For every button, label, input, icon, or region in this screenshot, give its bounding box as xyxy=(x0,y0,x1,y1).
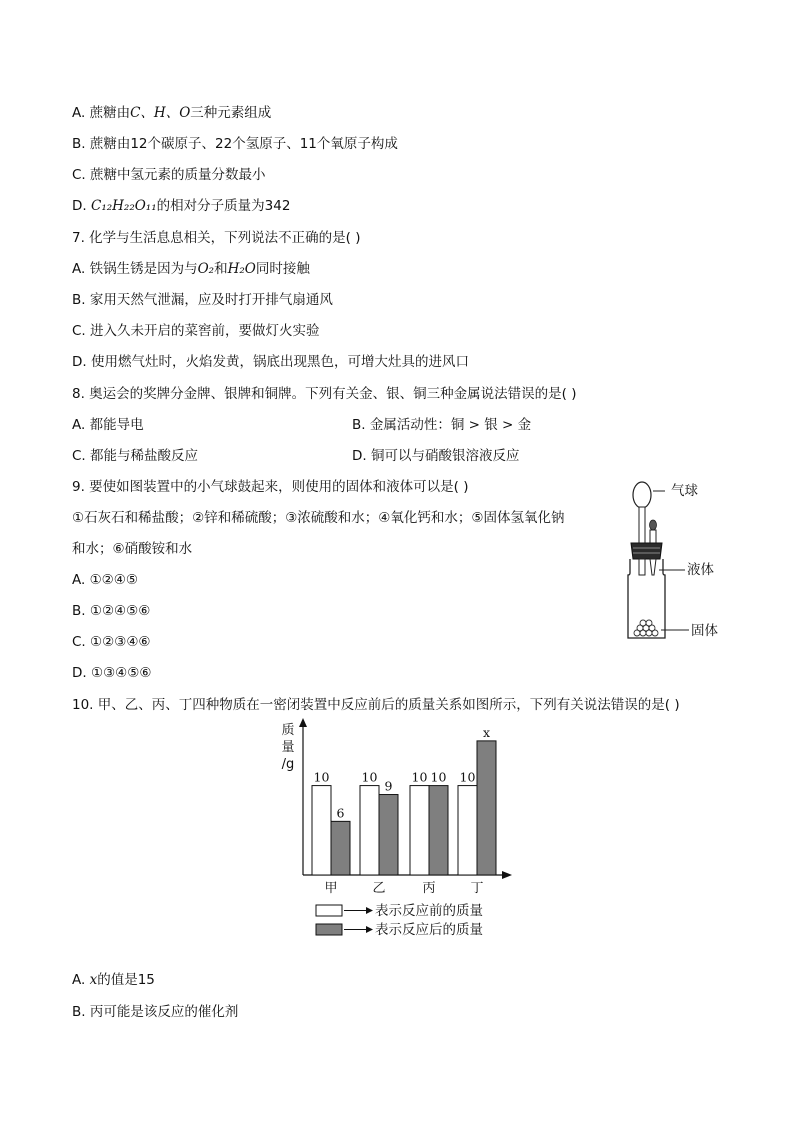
q8-stem: 8. 奥运会的奖牌分金牌、银牌和铜牌。下列有关金、银、铜三种金属说法错误的是( ) xyxy=(72,386,577,402)
bar-before-2 xyxy=(360,786,379,875)
q8-option-b: B. 金属活动性：铜 > 银 > 金 xyxy=(352,417,532,433)
q6-option-d: D. C₁₂H₂₂O₁₁的相对分子质量为342 xyxy=(72,198,291,214)
q10-bar-chart xyxy=(270,715,530,945)
legend-label-before: 表示反应前的质量 xyxy=(375,903,483,919)
q6-option-b: B. 蔗糖由12个碳原子、22个氢原子、11个氧原子构成 xyxy=(72,136,398,152)
q10-option-b: B. 丙可能是该反应的催化剂 xyxy=(72,1004,239,1020)
q9-option-d: D. ①③④⑤⑥ xyxy=(72,665,152,681)
data-label-before-1: 10 xyxy=(313,769,330,785)
label-liquid: 液体 xyxy=(687,562,714,578)
data-label-after-3: 10 xyxy=(430,769,447,785)
q9-items-line2: 和水；⑥硝酸铵和水 xyxy=(72,541,193,557)
label-solid: 固体 xyxy=(691,623,718,639)
data-label-before-3: 10 xyxy=(411,769,428,785)
q7-option-a: A. 铁锅生锈是因为与O₂和H₂O同时接触 xyxy=(72,261,310,277)
bar-after-2 xyxy=(379,795,398,875)
y-axis-arrow xyxy=(299,718,307,727)
q6-option-c: C. 蔗糖中氢元素的质量分数最小 xyxy=(72,167,266,183)
q8-option-d: D. 铜可以与硝酸银溶液反应 xyxy=(352,448,520,464)
category-label-3: 丙 xyxy=(422,881,436,896)
category-label-4: 丁 xyxy=(470,881,484,896)
bar-after-1 xyxy=(331,821,350,875)
bar-after-4 xyxy=(477,741,496,875)
bar-before-4 xyxy=(458,786,477,875)
x-axis-arrow xyxy=(502,871,512,879)
bar-before-3 xyxy=(410,786,429,875)
q9-stem: 9. 要使如图装置中的小气球鼓起来，则使用的固体和液体可以是( ) xyxy=(72,479,469,495)
q7-option-c: C. 进入久未开启的菜窖前，要做灯火实验 xyxy=(72,323,320,339)
q8-option-c: C. 都能与稀盐酸反应 xyxy=(72,448,199,464)
data-label-after-1: 6 xyxy=(336,805,345,821)
category-label-1: 甲 xyxy=(324,881,338,896)
q9-apparatus-figure xyxy=(615,475,735,645)
legend-label-after: 表示反应后的质量 xyxy=(375,922,483,938)
legend-swatch-after xyxy=(316,924,342,935)
q6-option-a: A. 蔗糖由C、H、O三种元素组成 xyxy=(72,105,272,121)
q7-option-b: B. 家用天然气泄漏，应及时打开排气扇通风 xyxy=(72,292,333,308)
q8-option-a: A. 都能导电 xyxy=(72,417,144,433)
bar-after-3 xyxy=(429,786,448,875)
data-label-after-2: 9 xyxy=(384,778,393,794)
q10-option-a: A. x的值是15 xyxy=(72,972,155,988)
q9-option-a: A. ①②④⑤ xyxy=(72,572,138,588)
q9-items-line1: ①石灰石和稀盐酸；②锌和稀硫酸；③浓硫酸和水；④氧化钙和水；⑤固体氢氧化钠 xyxy=(72,510,565,526)
q9-option-c: C. ①②③④⑥ xyxy=(72,634,151,650)
legend-arrow-head-1 xyxy=(366,907,373,914)
bar-before-1 xyxy=(312,786,331,875)
q7-stem: 7. 化学与生活息息相关，下列说法不正确的是( ) xyxy=(72,230,361,246)
data-label-before-2: 10 xyxy=(361,769,378,785)
category-label-2: 乙 xyxy=(372,881,386,896)
data-label-before-4: 10 xyxy=(459,769,476,785)
data-label-after-4: x xyxy=(482,724,491,740)
q10-stem: 10. 甲、乙、丙、丁四种物质在一密闭装置中反应前后的质量关系如图所示，下列有关说法错误的是( ) xyxy=(72,697,680,713)
legend-arrow-head-2 xyxy=(366,926,373,933)
q9-option-b: B. ①②④⑤⑥ xyxy=(72,603,151,619)
y-axis-label: 质量/g xyxy=(281,723,295,772)
legend-swatch-before xyxy=(316,905,342,916)
balloon-shape xyxy=(633,482,651,508)
q7-option-d: D. 使用燃气灶时，火焰发黄，锅底出现黑色，可增大灶具的进风口 xyxy=(72,354,469,370)
label-balloon: 气球 xyxy=(671,483,698,499)
